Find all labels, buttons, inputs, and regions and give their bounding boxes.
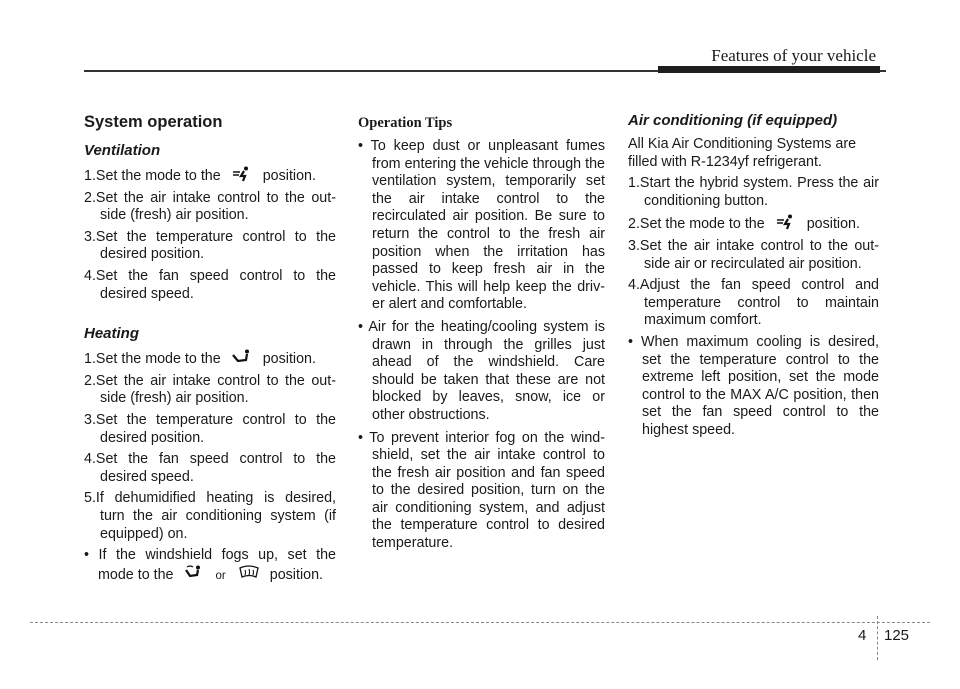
heating-step-1-text-a: 1.Set the mode to the [84, 351, 221, 368]
header-bar [658, 66, 880, 73]
heating-bullet-text-b: position. [269, 566, 324, 583]
operation-tips-title: Operation Tips [358, 115, 453, 131]
page-number: 125 [884, 627, 910, 644]
face-vent-mode-icon [231, 166, 253, 182]
heating-step-1 [84, 349, 336, 369]
ventilation-step-3: 3.Set the temperature control to the desired position. [84, 228, 336, 263]
heating-step-1-text-b: position. [262, 351, 316, 368]
ac-step-2-text-b: position. [806, 216, 860, 233]
windshield-defrost-icon [238, 565, 260, 581]
heating-bullet-fog [84, 547, 336, 585]
ventilation-step-1-text-b: position. [262, 168, 316, 184]
section-title: System operation [84, 113, 223, 131]
heating-bullet-text-a: • If the windshield fogs up, set the mode to the [84, 547, 336, 583]
ventilation-title: Ventilation [84, 142, 161, 159]
column-system-operation [84, 108, 336, 590]
heating-step-4: 4.Set the fan speed control to the desired speed. [84, 451, 336, 485]
ventilation-step-1-text-a: 1.Set the mode to the [84, 168, 221, 184]
air-conditioning-intro: All Kia Air Conditioning Systems are filled with R-1234yf refrigerant. [628, 136, 857, 170]
chapter-number: 4 [858, 627, 867, 644]
footer-divider [877, 616, 878, 660]
ac-step-4: 4.Adjust the fan speed control and temperature control to maintain maximum comfort. [628, 277, 879, 329]
ac-step-2-text-a: 2.Set the mode to the [628, 216, 765, 233]
ac-step-2 [628, 214, 879, 234]
column-air-conditioning [628, 108, 879, 445]
tip-bullet-2: • Air for the heating/cooling system is drawn in through the grilles just ahead of the windshield. Care should be taken that these are not blocked by leaves, snow, ice or other obstructions. [358, 318, 605, 423]
ventilation-step-2: 2.Set the air intake control to the out-side (fresh) air position. [84, 189, 336, 224]
air-conditioning-title: Air conditioning (if equipped) [628, 112, 838, 129]
header-title: Features of your vehicle [711, 46, 876, 65]
heating-step-5: 5.If dehumidified heating is desired, turn the air conditioning system (if equipped) on. [84, 490, 336, 542]
floor-mode-icon [231, 349, 253, 365]
ventilation-step-1 [84, 166, 336, 186]
ac-bullet-max-cooling: • When maximum cooling is desired, set the temperature control to the extreme left position, set the mode control to the MAX A/C position, then set the fan speed control to the highest speed. [628, 333, 879, 438]
ac-step-3: 3.Set the air intake control to the out-side air or recirculated air position. [628, 237, 879, 272]
heating-step-3: 3.Set the temperature control to the desired position. [84, 411, 336, 446]
ventilation-step-4: 4.Set the fan speed control to the desired speed. [84, 267, 336, 302]
tip-bullet-1: • To keep dust or unpleasant fumes from entering the vehicle through the ventilation system, temporarily set the air intake control to the recirculated air position. Be sure to return the control to the fresh air position when the irritation has passed to keep fresh air in the vehicle. This will help keep the driv-er alert and comfortable. [358, 138, 605, 313]
tip-bullet-3: • To prevent interior fog on the wind-shield, set the air intake control to the fresh air position and fan speed to the desired position, turn on the air conditioning system, and adjust the temperature control to desired temperature. [358, 429, 605, 552]
heating-step-2: 2.Set the air intake control to the out-side (fresh) air position. [84, 372, 336, 407]
column-operation-tips [358, 108, 605, 558]
heating-bullet-or: or [215, 569, 226, 582]
heating-title: Heating [84, 325, 140, 343]
face-vent-mode-icon [775, 214, 797, 230]
footer-rule [30, 622, 930, 623]
ac-step-1: 1.Start the hybrid system. Press the air conditioning button. [628, 175, 879, 209]
floor-defrost-mode-icon [184, 565, 204, 581]
